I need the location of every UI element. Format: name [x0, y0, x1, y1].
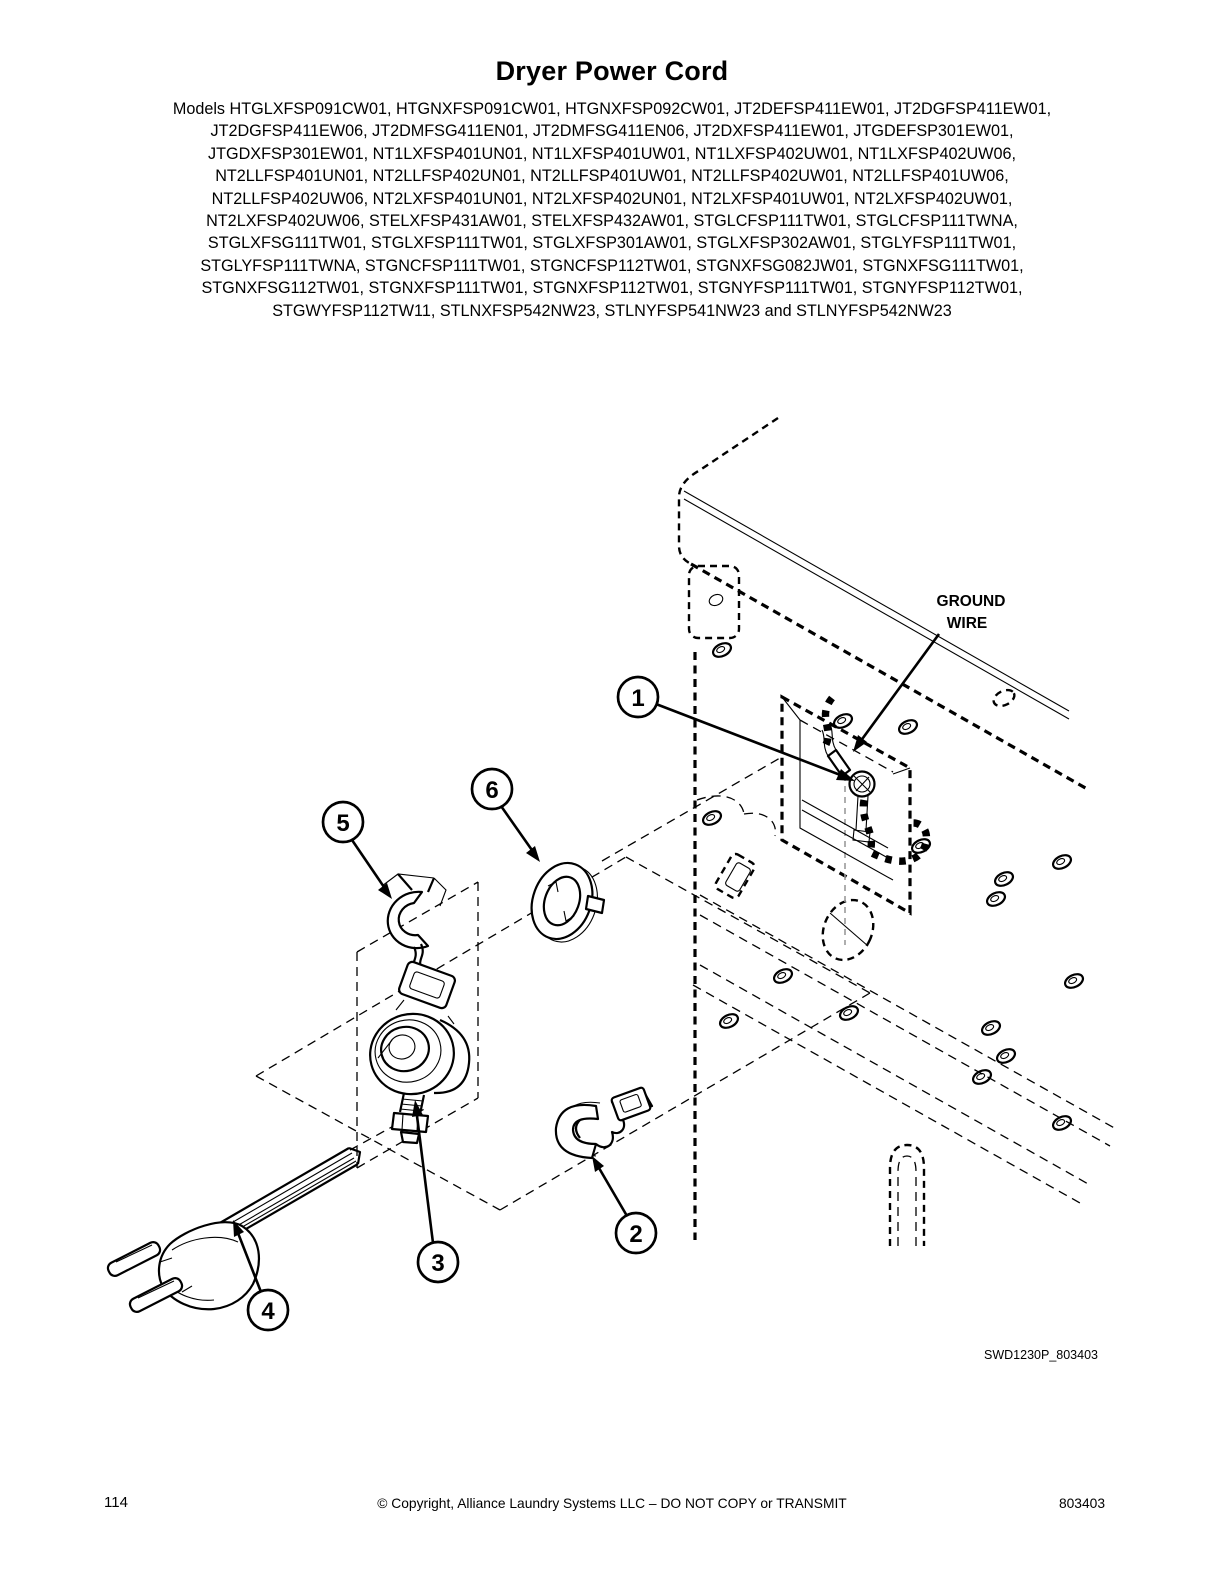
callout-2-number: 2 — [629, 1221, 643, 1248]
model-line: STGLXFSG111TW01, STGLXFSP111TW01, STGLXFSP301AW01, STGLXFSP302AW01, STGLYFSP111TW01, — [207, 234, 1017, 253]
footer-copyright: © Copyright, Alliance Laundry Systems LLC – DO NOT COPY or TRANSMIT — [377, 1496, 847, 1511]
callout-3-number: 3 — [431, 1250, 445, 1277]
callout-5 — [323, 802, 392, 899]
model-line: NT2LLFSP402UW06, NT2LXFSP401UN01, NT2LXFSP402UN01, NT2LXFSP401UW01, NT2LXFSP402UW01, — [211, 189, 1013, 208]
part-cord-clamp — [556, 1087, 652, 1158]
model-line: STGWYFSP112TW11, STLNXFSP542NW23, STLNYFSP541NW23 and STLNYFSP542NW23 — [272, 301, 952, 320]
ground-wire-text-line2: WIRE — [946, 615, 988, 632]
callout-1-number: 1 — [631, 685, 645, 712]
ground-wire-leader-arrow — [853, 634, 939, 752]
model-line: STGNXFSG112TW01, STGNXFSP111TW01, STGNXFSP112TW01, STGNYFSP111TW01, STGNYFSP112TW01, — [201, 279, 1023, 298]
terminal-access-opening — [782, 697, 910, 945]
callout-4-number: 4 — [261, 1298, 275, 1325]
part-strain-relief-clamp — [382, 874, 456, 1024]
part-power-cord-plug — [106, 1148, 360, 1314]
part-cord-bushing — [361, 1004, 469, 1143]
callout-5-number: 5 — [336, 810, 350, 837]
callout-2 — [592, 1156, 656, 1253]
drawing-ref: SWD1230P_803403 — [984, 1348, 1098, 1362]
footer-doc-number: 803403 — [1058, 1496, 1105, 1511]
model-line: JT2DGFSP411EW06, JT2DMFSG411EN01, JT2DMFSG411EN06, JT2DXFSP411EW01, JTGDEFSP301EW01, — [210, 122, 1014, 141]
callout-6-number: 6 — [485, 777, 499, 804]
callout-6 — [472, 769, 540, 862]
model-line: JTGDXFSP301EW01, NT1LXFSP401UN01, NT1LXFSP401UW01, NT1LXFSP402UW01, NT1LXFSP402UW06, — [208, 144, 1016, 163]
model-line: Models HTGLXFSP091CW01, HTGNXFSP091CW01, HTGNXFSP092CW01, JT2DEFSP411EW01, JT2DGFSP411EW01, — [172, 100, 1052, 118]
footer-page-number: 114 — [104, 1494, 128, 1511]
model-line: NT2LXFSP402UW06, STELXFSP431AW01, STELXFSP432AW01, STGLCFSP111TW01, STGLCFSP111TWNA, — [206, 212, 1018, 231]
model-line: NT2LLFSP401UN01, NT2LLFSP402UN01, NT2LLFSP401UW01, NT2LLFSP402UW01, NT2LLFSP401UW06, — [215, 167, 1009, 186]
part-retaining-ring — [521, 854, 607, 950]
model-line: STGLYFSP111TWNA, STGNCFSP111TW01, STGNCFSP112TW01, STGNXFSG082JW01, STGNXFSG111TW01, — [200, 256, 1024, 275]
ground-wire-label — [937, 593, 1006, 632]
callout-1 — [618, 677, 855, 781]
cabinet-outline — [679, 418, 1118, 1246]
ground-wire-text-line1: GROUND — [936, 593, 1006, 610]
callout-3 — [412, 1100, 458, 1282]
page-title: Dryer Power Cord — [495, 56, 729, 86]
